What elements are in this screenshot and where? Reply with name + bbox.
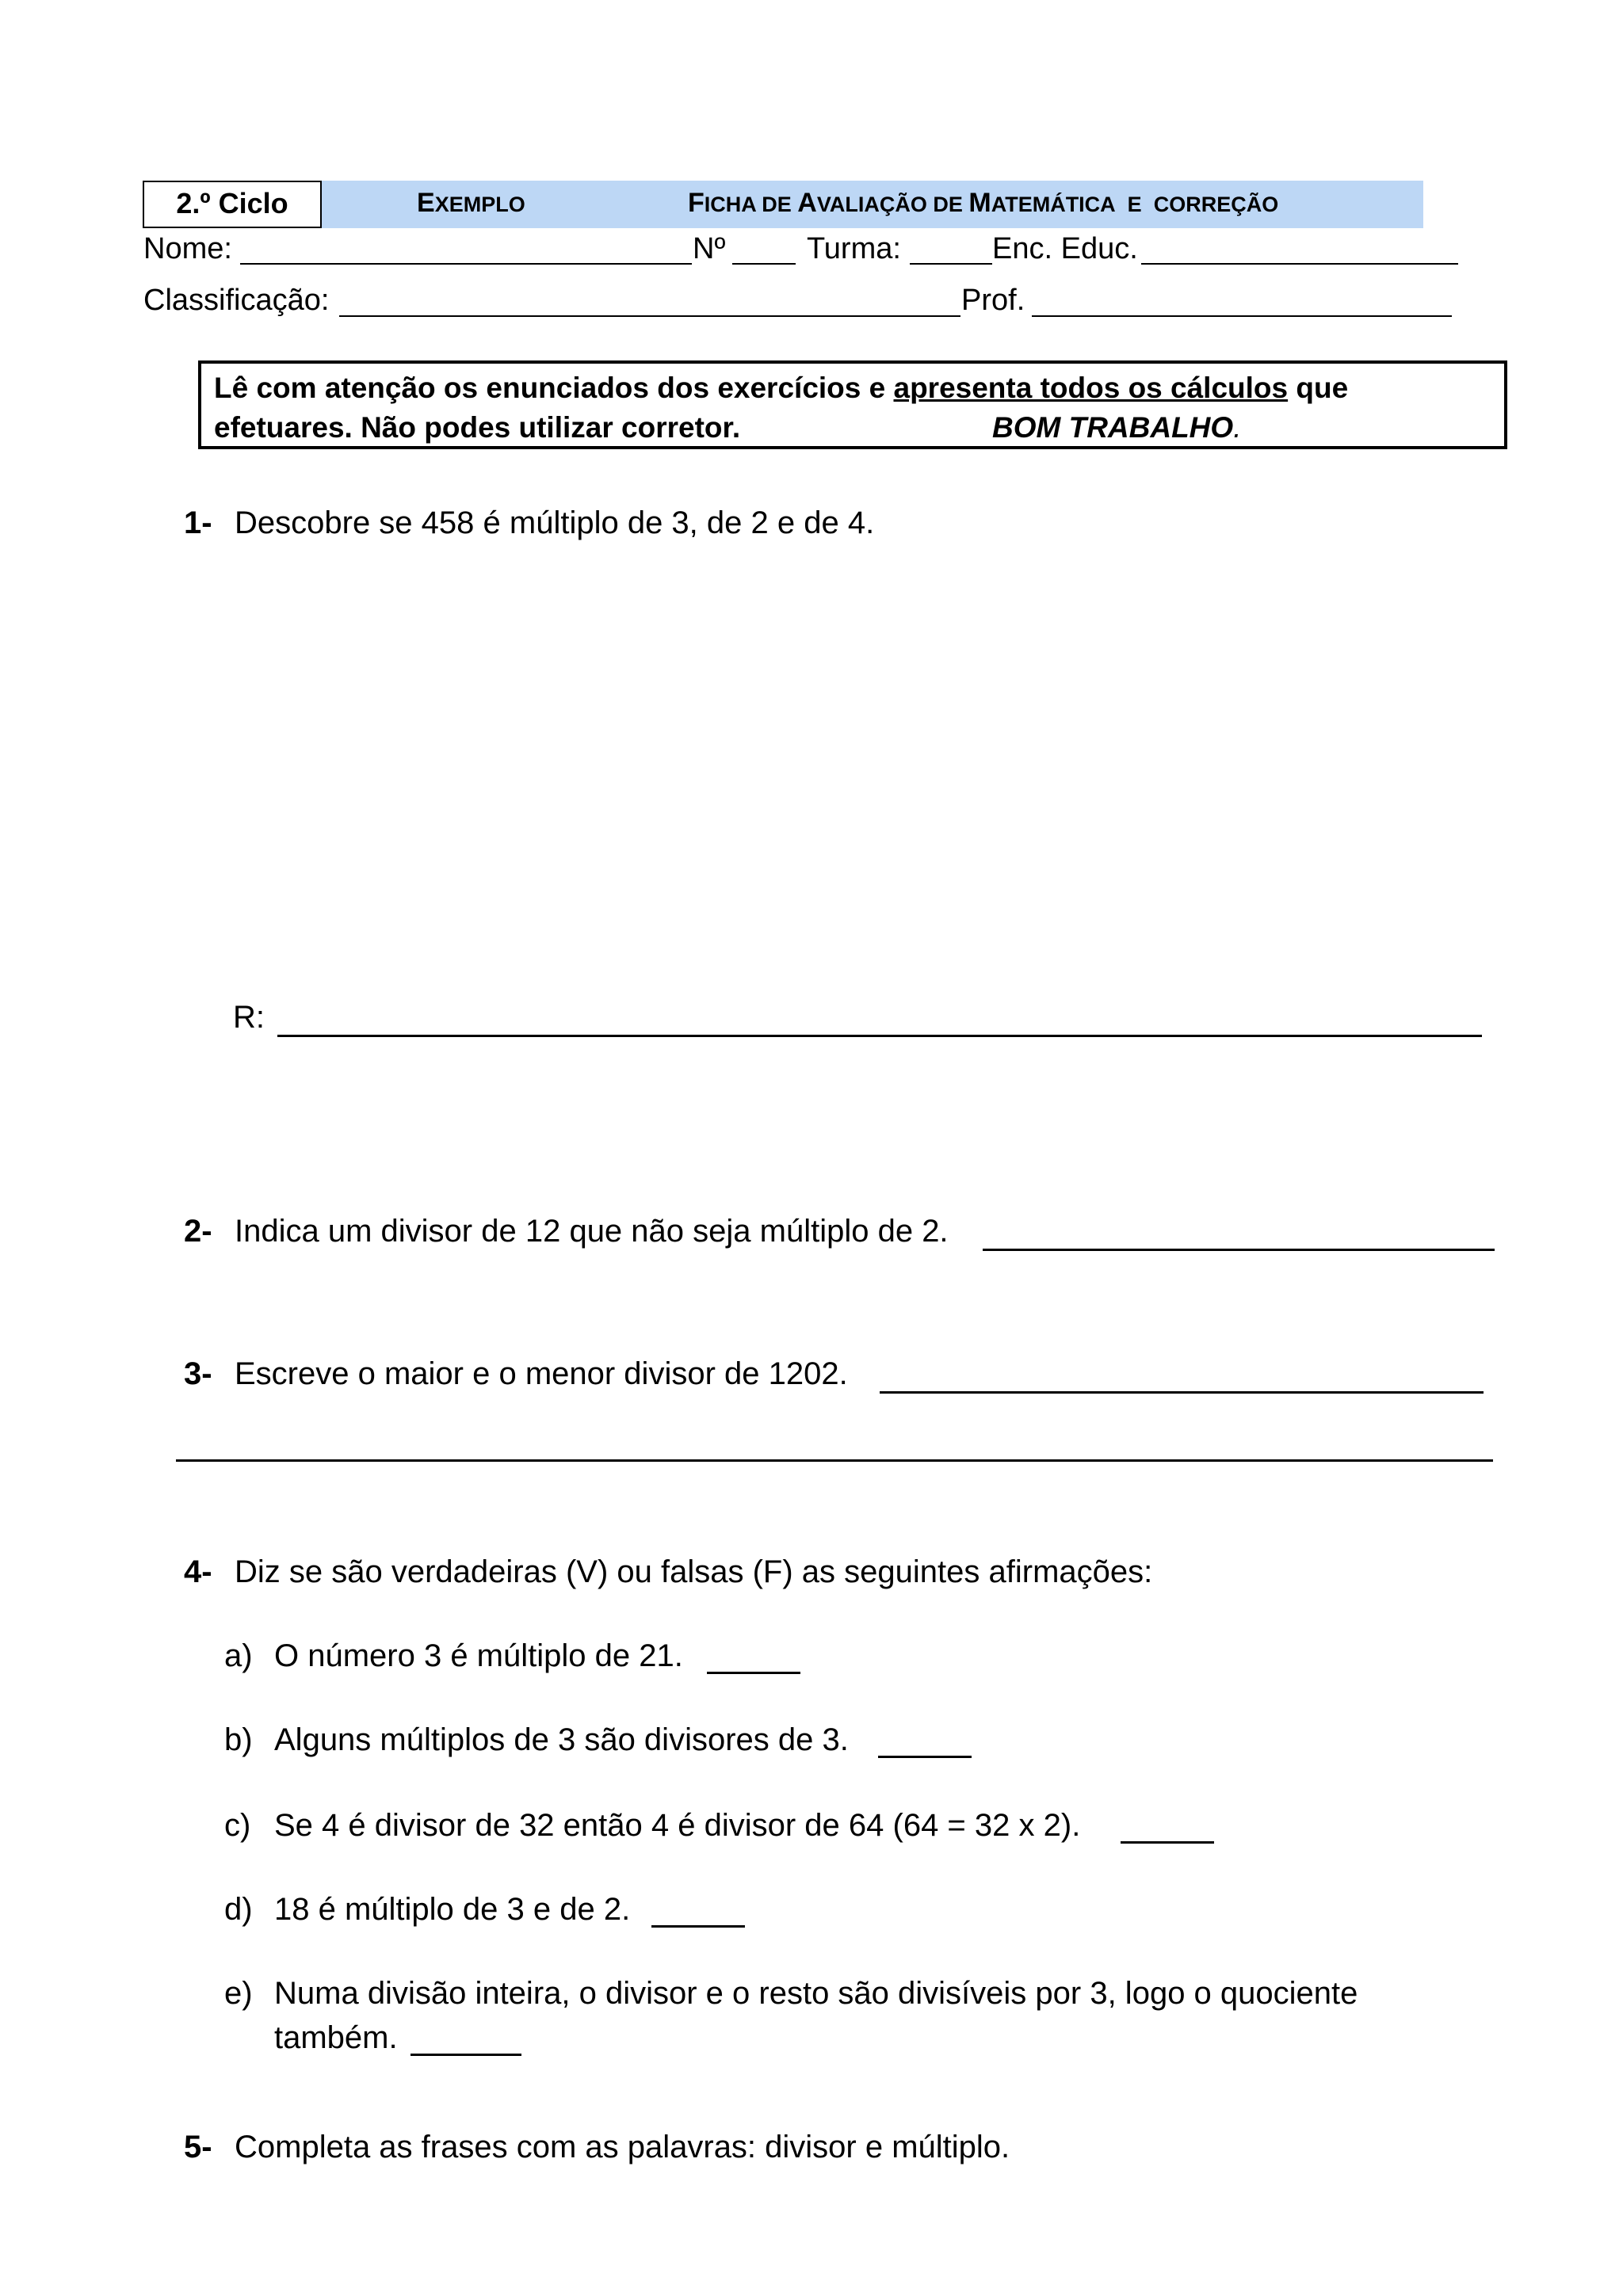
question-4-item-c-text: Se 4 é divisor de 32 então 4 é divisor de 64 (64 = 32 x 2). [274,1808,1081,1843]
question-4-text: Diz se são verdadeiras (V) ou falsas (F) as seguintes afirmações: [235,1554,1153,1589]
teacher-field[interactable] [1032,315,1452,317]
class-field[interactable] [910,263,992,265]
instructions-line-2: efetuares. Não podes utilizar corretor. [214,411,741,444]
question-3-number: 3- [184,1356,212,1391]
question-4-item-e-text: Numa divisão inteira, o divisor e o resto são divisíveis por 3, logo o quociente [274,1976,1358,2011]
question-1-answer-line[interactable] [277,1035,1482,1037]
question-4-item-d-text: 18 é múltiplo de 3 e de 2. [274,1892,631,1927]
instructions-line-1: Lê com atenção os enunciados dos exercícios e apresenta todos os cálculos que [214,372,1349,404]
cycle-label: 2.º Ciclo [143,181,322,228]
teacher-label: Prof. [961,284,1025,317]
question-3-text: Escreve o maior e o menor divisor de 1202. [235,1356,848,1391]
class-label: Turma: [807,232,901,265]
guardian-field[interactable] [1141,263,1458,265]
question-2-number: 2- [184,1214,212,1249]
number-label: Nº [693,232,726,265]
page-title: FICHA DE AVALIAÇÃO DE MATEMÁTICA E CORREÇÃO [688,188,1279,218]
question-4-item-a-answer[interactable] [707,1672,800,1674]
name-field[interactable] [240,263,692,265]
question-1-answer-label: R: [233,1000,265,1035]
name-label: Nome: [143,232,232,265]
question-3-answer-line[interactable] [880,1391,1484,1394]
number-field[interactable] [732,263,796,265]
good-work-label: BOM TRABALHO. [992,411,1242,444]
question-4-item-e-letter: e) [224,1976,253,2011]
question-4-item-e-text-cont: também. [274,2020,398,2055]
question-4-item-c-answer[interactable] [1121,1841,1214,1844]
question-4-item-a-text: O número 3 é múltiplo de 21. [274,1638,683,1673]
question-5-number: 5- [184,2130,212,2164]
question-1-number: 1- [184,505,212,540]
question-4-item-d-answer[interactable] [651,1925,745,1928]
grade-label: Classificação: [143,284,330,317]
question-4-item-b-answer[interactable] [878,1756,972,1758]
question-4-number: 4- [184,1554,212,1589]
question-4-item-d-letter: d) [224,1892,253,1927]
grade-field[interactable] [339,315,960,317]
example-label: EXEMPLO [417,188,525,218]
question-2-answer-line[interactable] [983,1249,1495,1251]
question-4-item-b-text: Alguns múltiplos de 3 são divisores de 3. [274,1722,849,1757]
question-5-text: Completa as frases com as palavras: divisor e múltiplo. [235,2130,1010,2164]
question-4-item-b-letter: b) [224,1722,253,1757]
question-3-answer-line-2[interactable] [176,1459,1493,1462]
question-4-item-e-answer[interactable] [411,2054,521,2056]
question-2-text: Indica um divisor de 12 que não seja múltiplo de 2. [235,1214,949,1249]
question-1-text: Descobre se 458 é múltiplo de 3, de 2 e de 4. [235,505,875,540]
question-4-item-a-letter: a) [224,1638,253,1673]
guardian-label: Enc. Educ. [992,232,1138,265]
question-4-item-c-letter: c) [224,1808,251,1843]
